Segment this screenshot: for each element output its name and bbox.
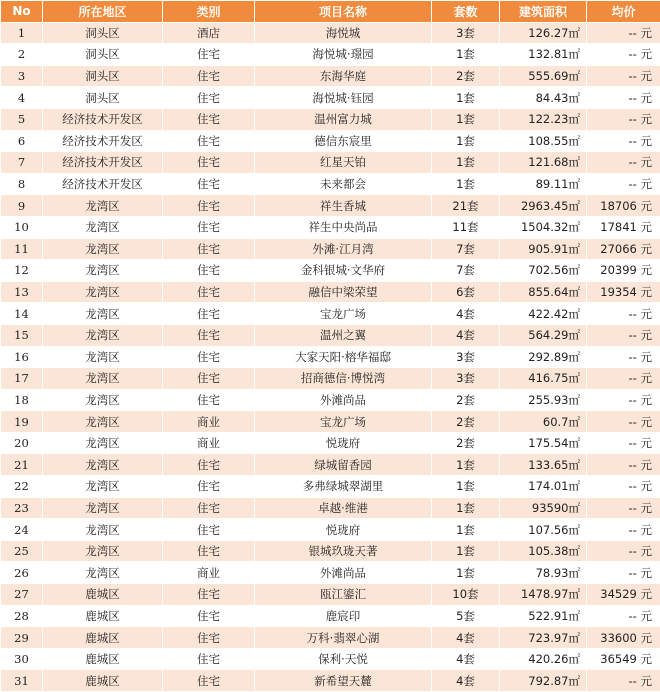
table-row [1,22,660,44]
cell-district: 龙湾区 [43,411,163,433]
cell-category: 住宅 [163,368,255,390]
cell-category: 住宅 [163,108,255,130]
cell-units: 4套 [432,324,500,346]
cell-category: 住宅 [163,87,255,109]
cell-no: 28 [1,605,43,627]
cell-units: 3套 [432,346,500,368]
cell-project-name: 外滩尚品 [255,389,432,411]
table-row [1,281,660,303]
table-row [1,44,660,66]
cell-district: 龙湾区 [43,238,163,260]
cell-project-name: 红星天铂 [255,152,432,174]
cell-floor-area: 702.56㎡ [500,260,587,282]
cell-units: 1套 [432,454,500,476]
cell-no: 17 [1,368,43,390]
table-row [1,303,660,325]
cell-units: 4套 [432,648,500,670]
cell-project-name: 大家天阳·榕华福邸 [255,346,432,368]
cell-district: 鹿城区 [43,627,163,649]
cell-avg-price: -- 元 [587,87,660,109]
cell-category: 酒店 [163,22,255,44]
cell-category: 住宅 [163,65,255,87]
cell-district: 洞头区 [43,22,163,44]
cell-units: 2套 [432,411,500,433]
cell-avg-price: 18706 元 [587,195,660,217]
cell-category: 住宅 [163,519,255,541]
cell-project-name: 多弗绿城翠湖里 [255,476,432,498]
cell-units: 5套 [432,605,500,627]
cell-project-name: 海悦城·钰园 [255,87,432,109]
table-row [1,108,660,130]
cell-avg-price: 33600 元 [587,627,660,649]
cell-no: 13 [1,281,43,303]
cell-units: 1套 [432,562,500,584]
cell-category: 住宅 [163,389,255,411]
cell-floor-area: 133.65㎡ [500,454,587,476]
cell-district: 经济技术开发区 [43,152,163,174]
cell-district: 龙湾区 [43,281,163,303]
header-project-name: 项目名称 [255,1,432,23]
cell-no: 27 [1,584,43,606]
cell-category: 住宅 [163,152,255,174]
cell-project-name: 宝龙广场 [255,303,432,325]
header-no: No [1,1,43,23]
cell-project-name: 悦珑府 [255,432,432,454]
cell-no: 5 [1,108,43,130]
cell-project-name: 祥生中央尚品 [255,216,432,238]
cell-units: 2套 [432,432,500,454]
cell-floor-area: 175.54㎡ [500,432,587,454]
cell-no: 26 [1,562,43,584]
cell-units: 4套 [432,303,500,325]
cell-project-name: 卓越·维港 [255,497,432,519]
cell-avg-price: -- 元 [587,476,660,498]
cell-avg-price: -- 元 [587,605,660,627]
cell-floor-area: 60.7㎡ [500,411,587,433]
cell-no: 1 [1,22,43,44]
cell-category: 住宅 [163,216,255,238]
table-row [1,411,660,433]
cell-category: 商业 [163,562,255,584]
cell-category: 住宅 [163,260,255,282]
cell-avg-price: 19354 元 [587,281,660,303]
cell-avg-price: -- 元 [587,324,660,346]
cell-district: 龙湾区 [43,346,163,368]
cell-district: 洞头区 [43,65,163,87]
cell-district: 龙湾区 [43,519,163,541]
cell-district: 鹿城区 [43,605,163,627]
cell-district: 鹿城区 [43,584,163,606]
cell-category: 住宅 [163,44,255,66]
cell-district: 鹿城区 [43,648,163,670]
cell-district: 经济技术开发区 [43,130,163,152]
cell-district: 经济技术开发区 [43,108,163,130]
cell-category: 住宅 [163,454,255,476]
cell-project-name: 新希望天麓 [255,670,432,692]
cell-category: 住宅 [163,281,255,303]
cell-avg-price: -- 元 [587,670,660,692]
cell-floor-area: 792.87㎡ [500,670,587,692]
cell-units: 6套 [432,281,500,303]
cell-category: 住宅 [163,584,255,606]
cell-project-name: 东海华庭 [255,65,432,87]
cell-floor-area: 255.93㎡ [500,389,587,411]
cell-project-name: 金科银城·文华府 [255,260,432,282]
cell-floor-area: 84.43㎡ [500,87,587,109]
cell-floor-area: 126.27㎡ [500,22,587,44]
cell-units: 4套 [432,670,500,692]
cell-units: 1套 [432,476,500,498]
cell-no: 4 [1,87,43,109]
cell-district: 洞头区 [43,44,163,66]
cell-units: 3套 [432,368,500,390]
cell-no: 16 [1,346,43,368]
cell-avg-price: -- 元 [587,368,660,390]
table-row [1,346,660,368]
cell-avg-price: -- 元 [587,303,660,325]
cell-floor-area: 422.42㎡ [500,303,587,325]
table-row [1,432,660,454]
cell-no: 10 [1,216,43,238]
cell-avg-price: -- 元 [587,346,660,368]
cell-floor-area: 555.69㎡ [500,65,587,87]
cell-district: 洞头区 [43,87,163,109]
cell-no: 7 [1,152,43,174]
table-row [1,173,660,195]
cell-project-name: 祥生香城 [255,195,432,217]
cell-no: 23 [1,497,43,519]
cell-district: 龙湾区 [43,540,163,562]
cell-floor-area: 723.97㎡ [500,627,587,649]
cell-no: 2 [1,44,43,66]
cell-units: 11套 [432,216,500,238]
cell-floor-area: 855.64㎡ [500,281,587,303]
cell-floor-area: 105.38㎡ [500,540,587,562]
cell-project-name: 温州之翼 [255,324,432,346]
cell-project-name: 保利·天悦 [255,648,432,670]
cell-no: 6 [1,130,43,152]
cell-no: 20 [1,432,43,454]
table-row [1,605,660,627]
header-floor-area: 建筑面积 [500,1,587,23]
table-row [1,584,660,606]
cell-floor-area: 2963.45㎡ [500,195,587,217]
cell-units: 1套 [432,152,500,174]
cell-floor-area: 416.75㎡ [500,368,587,390]
table-row [1,454,660,476]
cell-avg-price: -- 元 [587,152,660,174]
header-district: 所在地区 [43,1,163,23]
cell-floor-area: 420.26㎡ [500,648,587,670]
cell-avg-price: 20399 元 [587,260,660,282]
cell-category: 住宅 [163,627,255,649]
cell-district: 龙湾区 [43,454,163,476]
cell-floor-area: 93590㎡ [500,497,587,519]
cell-avg-price: -- 元 [587,497,660,519]
table-row [1,562,660,584]
header-row [1,1,660,23]
cell-no: 21 [1,454,43,476]
table-row [1,648,660,670]
cell-district: 龙湾区 [43,497,163,519]
cell-units: 1套 [432,130,500,152]
cell-floor-area: 522.91㎡ [500,605,587,627]
cell-units: 1套 [432,519,500,541]
cell-units: 4套 [432,627,500,649]
cell-district: 龙湾区 [43,368,163,390]
cell-project-name: 万科·翡翠心湖 [255,627,432,649]
cell-floor-area: 122.23㎡ [500,108,587,130]
cell-district: 龙湾区 [43,303,163,325]
cell-avg-price: -- 元 [587,389,660,411]
cell-district: 龙湾区 [43,389,163,411]
cell-project-name: 外滩尚品 [255,562,432,584]
cell-category: 住宅 [163,324,255,346]
cell-avg-price: -- 元 [587,454,660,476]
table-row [1,152,660,174]
cell-project-name: 悦珑府 [255,519,432,541]
cell-floor-area: 89.11㎡ [500,173,587,195]
cell-no: 3 [1,65,43,87]
cell-project-name: 招商德信·博悦湾 [255,368,432,390]
cell-avg-price: -- 元 [587,540,660,562]
cell-no: 9 [1,195,43,217]
cell-category: 商业 [163,411,255,433]
cell-avg-price: -- 元 [587,519,660,541]
table-row [1,238,660,260]
header-units: 套数 [432,1,500,23]
cell-project-name: 温州富力城 [255,108,432,130]
cell-district: 鹿城区 [43,670,163,692]
cell-avg-price: -- 元 [587,22,660,44]
cell-no: 12 [1,260,43,282]
cell-project-name: 银城玖珑天著 [255,540,432,562]
cell-avg-price: 34529 元 [587,584,660,606]
cell-units: 1套 [432,540,500,562]
table-row [1,368,660,390]
cell-avg-price: 17841 元 [587,216,660,238]
cell-category: 住宅 [163,130,255,152]
table-row [1,65,660,87]
cell-category: 住宅 [163,195,255,217]
cell-floor-area: 107.56㎡ [500,519,587,541]
cell-category: 住宅 [163,346,255,368]
cell-no: 11 [1,238,43,260]
table-row [1,476,660,498]
cell-district: 龙湾区 [43,195,163,217]
cell-avg-price: 27066 元 [587,238,660,260]
cell-floor-area: 132.81㎡ [500,44,587,66]
cell-no: 25 [1,540,43,562]
cell-units: 7套 [432,260,500,282]
cell-avg-price: -- 元 [587,173,660,195]
table-row [1,627,660,649]
cell-category: 住宅 [163,605,255,627]
cell-units: 2套 [432,389,500,411]
cell-floor-area: 292.89㎡ [500,346,587,368]
cell-no: 22 [1,476,43,498]
table-row [1,87,660,109]
cell-avg-price: 36549 元 [587,648,660,670]
cell-no: 29 [1,627,43,649]
cell-floor-area: 78.93㎡ [500,562,587,584]
cell-district: 龙湾区 [43,260,163,282]
cell-no: 15 [1,324,43,346]
cell-avg-price: -- 元 [587,44,660,66]
cell-district: 龙湾区 [43,562,163,584]
cell-no: 31 [1,670,43,692]
cell-category: 住宅 [163,238,255,260]
cell-units: 7套 [432,238,500,260]
cell-project-name: 瓯江鎏汇 [255,584,432,606]
cell-category: 住宅 [163,476,255,498]
cell-units: 21套 [432,195,500,217]
cell-project-name: 宝龙广场 [255,411,432,433]
cell-project-name: 未来都会 [255,173,432,195]
cell-floor-area: 1504.32㎡ [500,216,587,238]
cell-project-name: 鹿宸印 [255,605,432,627]
cell-project-name: 融信中梁荣望 [255,281,432,303]
cell-district: 龙湾区 [43,324,163,346]
table-row [1,324,660,346]
cell-category: 住宅 [163,648,255,670]
cell-category: 住宅 [163,540,255,562]
table-row [1,389,660,411]
cell-units: 1套 [432,44,500,66]
cell-category: 住宅 [163,497,255,519]
cell-units: 1套 [432,497,500,519]
cell-units: 1套 [432,87,500,109]
cell-no: 19 [1,411,43,433]
cell-category: 住宅 [163,173,255,195]
table-row [1,260,660,282]
cell-avg-price: -- 元 [587,411,660,433]
cell-no: 18 [1,389,43,411]
cell-avg-price: -- 元 [587,562,660,584]
cell-floor-area: 108.55㎡ [500,130,587,152]
cell-no: 30 [1,648,43,670]
cell-units: 2套 [432,65,500,87]
cell-category: 住宅 [163,670,255,692]
cell-category: 商业 [163,432,255,454]
cell-no: 14 [1,303,43,325]
cell-category: 住宅 [163,303,255,325]
cell-district: 经济技术开发区 [43,173,163,195]
cell-project-name: 海悦城·璟园 [255,44,432,66]
table-row [1,195,660,217]
cell-project-name: 德信东宸里 [255,130,432,152]
table-row [1,497,660,519]
cell-floor-area: 174.01㎡ [500,476,587,498]
cell-units: 3套 [432,22,500,44]
table-row [1,130,660,152]
cell-district: 龙湾区 [43,432,163,454]
cell-floor-area: 121.68㎡ [500,152,587,174]
cell-floor-area: 1478.97㎡ [500,584,587,606]
cell-district: 龙湾区 [43,476,163,498]
cell-no: 8 [1,173,43,195]
header-avg-price: 均价 [587,1,660,23]
cell-avg-price: -- 元 [587,65,660,87]
table-row [1,670,660,692]
cell-project-name: 外滩·江月湾 [255,238,432,260]
table-row [1,216,660,238]
cell-avg-price: -- 元 [587,108,660,130]
cell-avg-price: -- 元 [587,130,660,152]
cell-project-name: 海悦城 [255,22,432,44]
cell-floor-area: 564.29㎡ [500,324,587,346]
cell-units: 1套 [432,108,500,130]
cell-avg-price: -- 元 [587,432,660,454]
table-row [1,519,660,541]
cell-units: 1套 [432,173,500,195]
cell-floor-area: 905.91㎡ [500,238,587,260]
cell-no: 24 [1,519,43,541]
cell-project-name: 绿城留香园 [255,454,432,476]
cell-units: 10套 [432,584,500,606]
table-row [1,540,660,562]
cell-district: 龙湾区 [43,216,163,238]
header-category: 类别 [163,1,255,23]
